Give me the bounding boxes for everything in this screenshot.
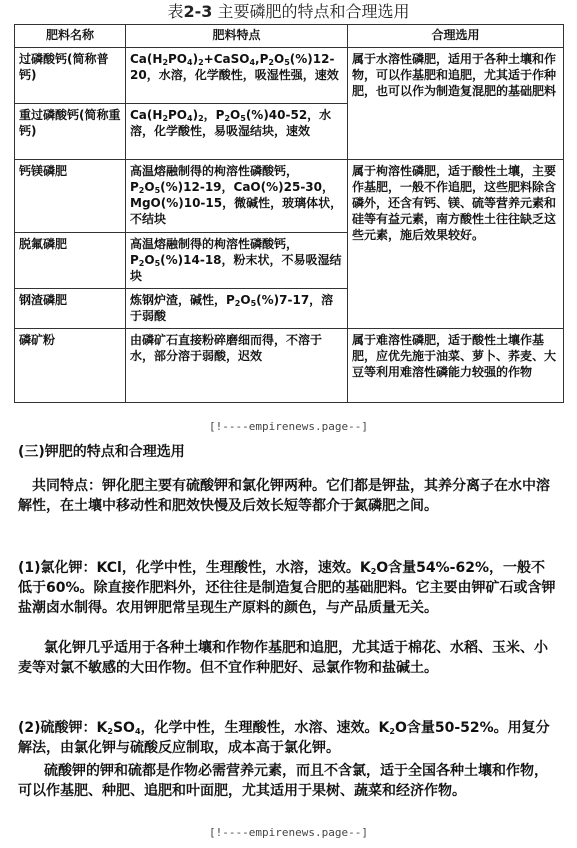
cell-feature: $Ca(H_2PO_4)_2$，$P_2O_5(\%)40-52$，水溶，化学酸性，易吸湿结块，速效 — [126, 104, 348, 160]
header-name: 肥料名称 — [15, 25, 126, 48]
cell-feature: 由磷矿石直接粉碎磨细而得，不溶于水，部分溶于弱酸，迟效 — [126, 329, 348, 403]
page-break-marker-bottom: [!----empirenews.page--] — [209, 826, 368, 839]
caption-number: 2-3 — [183, 2, 213, 21]
cell-usage: 属于难溶性磷肥，适于酸性土壤作基肥，应优先施于油菜、萝卜、荞麦、大豆等利用难溶性磷能力较强的作物 — [348, 329, 564, 403]
kcl-paragraph-1: (1)氯化钾：KCl，化学中性，生理酸性，水溶，速效。$K_2O$含量54%-62%，一般不低于60%。除直接作肥料外，还往往是制造复合肥的基础肥料。它主要由钾矿石或含钾盐潮卤水制得。农用钾肥常呈现生产原料的颜色，与产品质量无关。 — [18, 560, 556, 616]
table-caption — [0, 2, 577, 22]
page-break-marker: [!----empirenews.page--] — [209, 420, 368, 433]
cell-name: 重过磷酸钙(简称重钙) — [15, 104, 126, 160]
cell-feature: 炼钢炉渣，碱性，$P_2O_5(\%)7-17$，溶于弱酸 — [126, 289, 348, 329]
section-heading: (三)钾肥的特点和合理选用 — [18, 444, 185, 460]
table-row — [15, 160, 564, 233]
cell-feature: 高温熔融制得的枸溶性磷酸钙，$P_2O_5(\%)12-19$，CaO(%)25-30，MgO(%)10-15，微碱性，玻璃体状，不结块 — [126, 160, 348, 233]
cell-feature: 高温熔融制得的枸溶性磷酸钙，$P_2O_5(\%)14-18$，粉末状，不易吸湿结块 — [126, 233, 348, 289]
cell-name: 脱氟磷肥 — [15, 233, 126, 289]
phosphate-fertilizer-table — [14, 24, 564, 403]
header-feature: 肥料特点 — [126, 25, 348, 48]
cell-name: 过磷酸钙(简称普钙) — [15, 48, 126, 104]
cell-name: 磷矿粉 — [15, 329, 126, 403]
cell-usage: 属于水溶性磷肥，适用于各种土壤和作物，可以作基肥和追肥，尤其适于作种肥，也可以作为制造复混肥的基础肥料 — [348, 48, 564, 160]
common-features-paragraph — [18, 476, 558, 516]
cell-feature: $Ca(H_2PO_4)_2+CaSO_4,P_2O_5(\%)12-20$，水溶，化学酸性，吸湿性强，速效 — [126, 48, 348, 104]
cell-usage: 属于枸溶性磷肥，适于酸性土壤，主要作基肥，一般不作追肥，这些肥料除含磷外，还含有钙、镁、硫等营养元素和硅等有益元素，南方酸性土往往缺乏这些元素，施后效果较好。 — [348, 160, 564, 329]
table-header-row — [15, 25, 564, 48]
table-row — [15, 48, 564, 104]
caption-title: 主要磷肥的特点和合理选用 — [212, 2, 410, 21]
header-usage: 合理选用 — [348, 25, 564, 48]
common-features-label: 共同特点： — [32, 478, 102, 494]
caption-prefix: 表 — [167, 2, 184, 21]
cell-name: 钢渣磷肥 — [15, 289, 126, 329]
cell-name: 钙镁磷肥 — [15, 160, 126, 233]
common-features-text: 钾化肥主要有硫酸钾和氯化钾两种。它们都是钾盐，其养分离子在水中溶解性，在土壤中移动性和肥效快慢及后效长短等都介于氮磷肥之间。 — [18, 478, 550, 514]
table-row — [15, 329, 564, 403]
kcl-paragraph-2: 氯化钾几乎适用于各种土壤和作物作基肥和追肥，尤其适于棉花、水稻、玉米、小麦等对氯不敏感的大田作物。但不宜作种肥好、忌氯作物和盐碱土。 — [18, 640, 548, 676]
k2so4-paragraph-2: 硫酸钾的钾和硫都是作物必需营养元素，而且不含氯，适于全国各种土壤和作物，可以作基肥、种肥、追肥和叶面肥，尤其适用于果树、蔬菜和经济作物。 — [18, 763, 548, 799]
k2so4-paragraph-1: (2)硫酸钾：$K_2SO_4$，化学中性，生理酸性，水溶、速效。$K_2O$含量50-52%。用复分解法，由氯化钾与硫酸反应制取，成本高于氯化钾。 — [18, 720, 550, 756]
